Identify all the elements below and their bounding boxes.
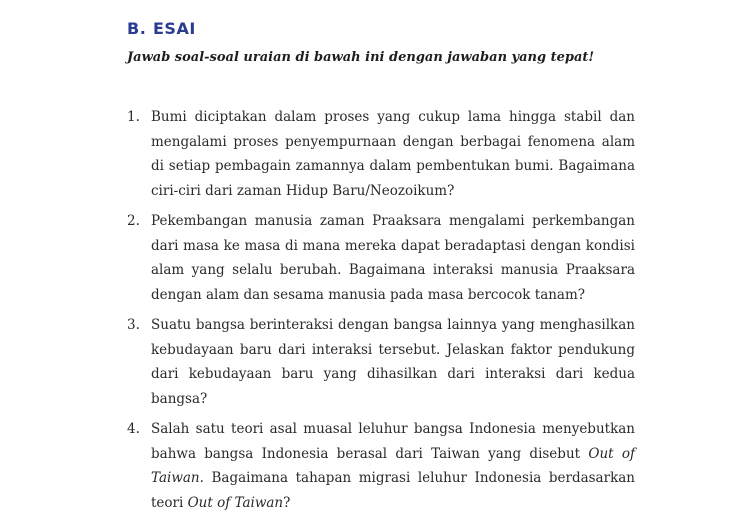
question-number: 2. xyxy=(127,213,140,229)
question-item-3 xyxy=(127,313,635,411)
question-item-2 xyxy=(127,209,635,307)
question-list xyxy=(127,105,635,521)
question-text-part: Salah satu teori asal muasal leluhur bangsa Indonesia menyebutkan bahwa bangsa Indonesia berasal dari Taiwan yang disebut xyxy=(151,421,635,462)
question-number: 3. xyxy=(127,317,140,333)
question-number: 1. xyxy=(127,109,140,125)
question-text: Suatu bangsa berinteraksi dengan bangsa lainnya yang menghasilkan kebudayaan baru dari interaksi tersebut. Jelaskan faktor pendukung dari kebudayaan baru yang dihasilkan dari interaksi dari kedua bangsa? xyxy=(151,317,635,407)
section-title: ESAI xyxy=(153,19,196,38)
question-text-part: . Bagaimana tahapan migrasi leluhur Indonesia berdasarkan teori xyxy=(151,470,635,511)
question-text-part: ? xyxy=(283,494,291,511)
question-text xyxy=(151,417,635,515)
theory-name-italic: Out of Taiwan xyxy=(151,445,635,486)
section-letter: B. xyxy=(127,19,147,38)
question-text: Bumi diciptakan dalam proses yang cukup lama hingga stabil dan mengalami proses penyempurnaan dengan berbagai fenomena alam di setiap pembagain zamannya dalam pembentukan bumi. Bagaimana ciri-ciri dari zaman Hidup Baru/Neozoikum? xyxy=(151,109,635,199)
question-number: 4. xyxy=(127,421,140,437)
section-heading xyxy=(127,19,196,38)
question-item-4 xyxy=(127,417,635,515)
theory-name-italic: Out of Taiwan xyxy=(187,494,284,511)
instruction-text: Jawab soal-soal uraian di bawah ini dengan jawaban yang tepat! xyxy=(127,50,595,65)
question-text: Pekembangan manusia zaman Praaksara mengalami perkembangan dari masa ke masa di mana mereka dapat beradaptasi dengan kondisi alam yang selalu berubah. Bagaimana interaksi manusia Praaksara dengan alam dan sesama manusia pada masa bercocok tanam? xyxy=(151,213,635,303)
question-item-1 xyxy=(127,105,635,203)
